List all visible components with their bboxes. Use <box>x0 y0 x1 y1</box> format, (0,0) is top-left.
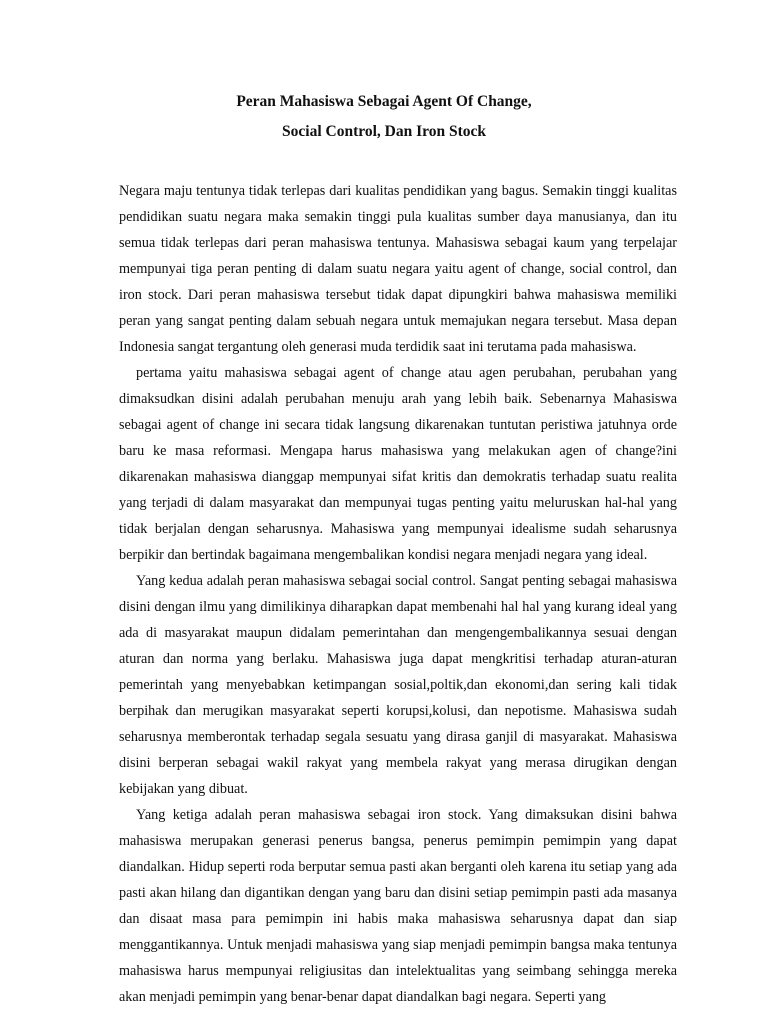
document-body <box>119 178 677 1010</box>
paragraph-intro: Negara maju tentunya tidak terlepas dari kualitas pendidikan yang bagus. Semakin tinggi kualitas pendidikan suatu negara maka semakin tinggi pula kualitas sumber daya manusianya, dan itu semua tidak terlepas dari peran mahasiswa tentunya. Mahasiswa sebagai kaum yang terpelajar mempunyai tiga peran penting di dalam suatu negara yaitu agent of change, social control, dan iron stock. Dari peran mahasiswa tersebut tidak dapat dipungkiri bahwa mahasiswa memiliki peran yang sangat penting dalam sebuah negara untuk memajukan negara tersebut. Masa depan Indonesia sangat tergantung oleh generasi muda terdidik saat ini terutama pada mahasiswa. <box>119 183 677 355</box>
paragraph-iron-stock: Yang ketiga adalah peran mahasiswa sebagai iron stock. Yang dimaksukan disini bahwa mahasiswa merupakan generasi penerus bangsa, penerus pemimpin pemimpin yang dapat diandalkan. Hidup seperti roda berputar semua pasti akan berganti oleh karena itu setiap yang ada pasti akan hilang dan digantikan dengan yang baru dan disini setiap pemimpin pasti ada masanya dan disaat masa para pemimpin ini habis maka mahasiswa seharusnya dapat dan siap menggantikannya. Untuk menjadi mahasiswa yang siap menjadi pemimpin bangsa maka tentunya mahasiswa harus mempunyai religiusitas dan intelektualitas yang seimbang sehingga mereka akan menjadi pemimpin yang benar-benar dapat diandalkan bagi negara. Seperti yang <box>119 807 677 1005</box>
paragraph-agent-of-change: pertama yaitu mahasiswa sebagai agent of change atau agen perubahan, perubahan yang dimaksudkan disini adalah perubahan menuju arah yang lebih baik. Sebenarnya Mahasiswa sebagai agent of change ini secara tidak langsung dikarenakan tuntutan peristiwa jatuhnya orde baru ke masa reformasi. Mengapa harus mahasiswa yang melakukan agen of change?ini dikarenakan mahasiswa dianggap mempunyai sifat kritis dan demokratis terhadap suatu realita yang terjadi di dalam masyarakat dan mempunyai tugas penting yaitu meluruskan hal-hal yang tidak berjalan dengan seharusnya. Mahasiswa yang mempunyai idealisme sudah seharusnya berpikir dan bertindak bagaimana mengembalikan kondisi negara menjadi negara yang ideal. <box>119 365 677 563</box>
title-line-1: Peran Mahasiswa Sebagai Agent Of Change, <box>236 93 532 110</box>
paragraph-social-control: Yang kedua adalah peran mahasiswa sebagai social control. Sangat penting sebagai mahasiswa disini dengan ilmu yang dimilikinya diharapkan dapat membenahi hal hal yang kurang ideal yang ada di masyarakat maupun didalam pemerintahan dan mengengembalikannya sesuai dengan aturan dan norma yang berlaku. Mahasiswa juga dapat mengkritisi terhadap aturan-aturan pemerintah yang menyebabkan ketimpangan sosial,poltik,dan ekonomi,dan sering kali tidak berpihak dan merugikan masyarakat seperti korupsi,kolusi, dan nepotisme. Mahasiswa sudah seharusnya memberontak terhadap segala sesuatu yang dirasa ganjil di masyarakat. Mahasiswa disini berperan sebagai wakil rakyat yang membela rakyat yang merasa dirugikan dengan kebijakan yang dibuat. <box>119 573 677 797</box>
title-line-2: Social Control, Dan Iron Stock <box>282 123 486 140</box>
